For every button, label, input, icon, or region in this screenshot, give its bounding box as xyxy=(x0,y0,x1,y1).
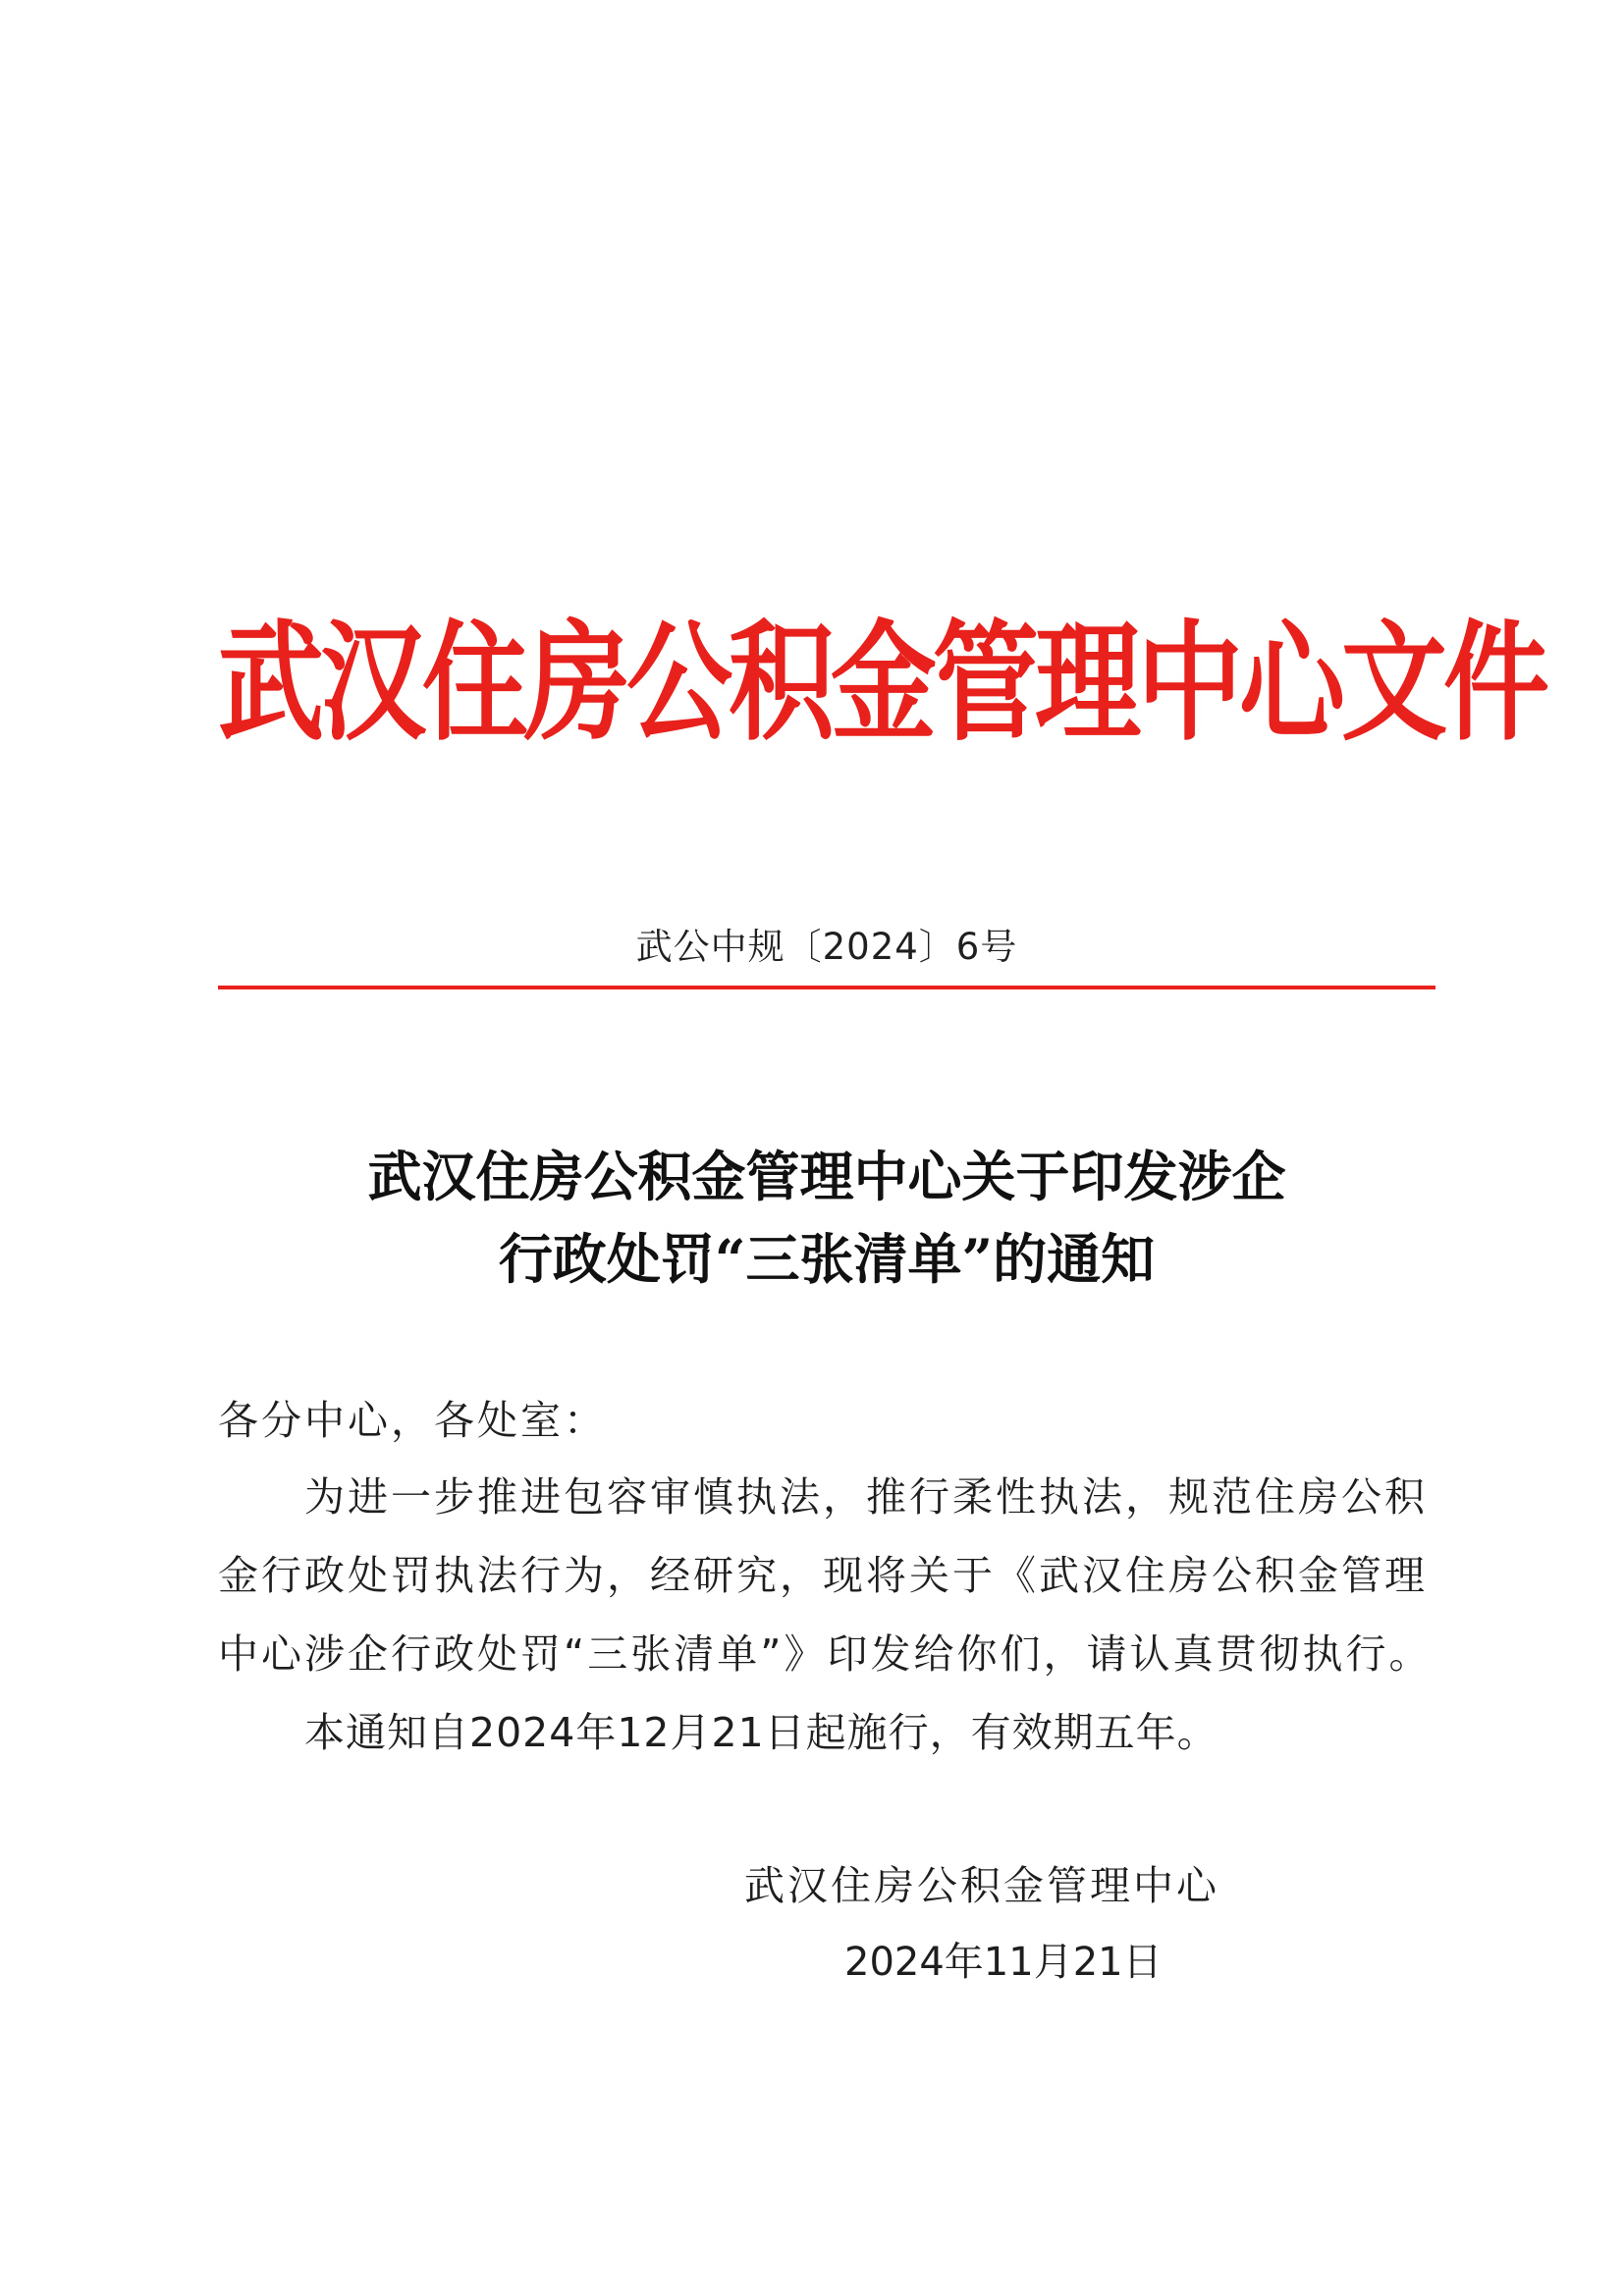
notice-title-line-2: 行政处罚“三张清单”的通知 xyxy=(498,1227,1156,1291)
signature-date: 2024年11月21日 xyxy=(844,1940,1163,1985)
signature-organization: 武汉住房公积金管理中心 xyxy=(744,1862,1219,1909)
body-paragraph-1-line-1: 为进一步推进包容审慎执法，推行柔性执法，规范住房公积 xyxy=(304,1473,1428,1521)
red-divider-line xyxy=(218,986,1435,989)
masthead-title: 武汉住房公积金管理中心文件 xyxy=(218,609,1546,760)
body-paragraph-1-line-3: 中心涉企行政处罚“三张清单”》印发给你们，请认真贯彻执行。 xyxy=(218,1630,1433,1678)
salutation: 各分中心，各处室： xyxy=(218,1397,607,1444)
notice-title-line-1: 武汉住房公积金管理中心关于印发涉企 xyxy=(367,1145,1286,1208)
document-number: 武公中规〔2024〕6号 xyxy=(635,926,1018,968)
body-paragraph-2: 本通知自2024年12月21日起施行，有效期五年。 xyxy=(304,1709,1218,1756)
body-paragraph-1-line-2: 金行政处罚执法行为，经研究，现将关于《武汉住房公积金管理 xyxy=(218,1552,1428,1599)
